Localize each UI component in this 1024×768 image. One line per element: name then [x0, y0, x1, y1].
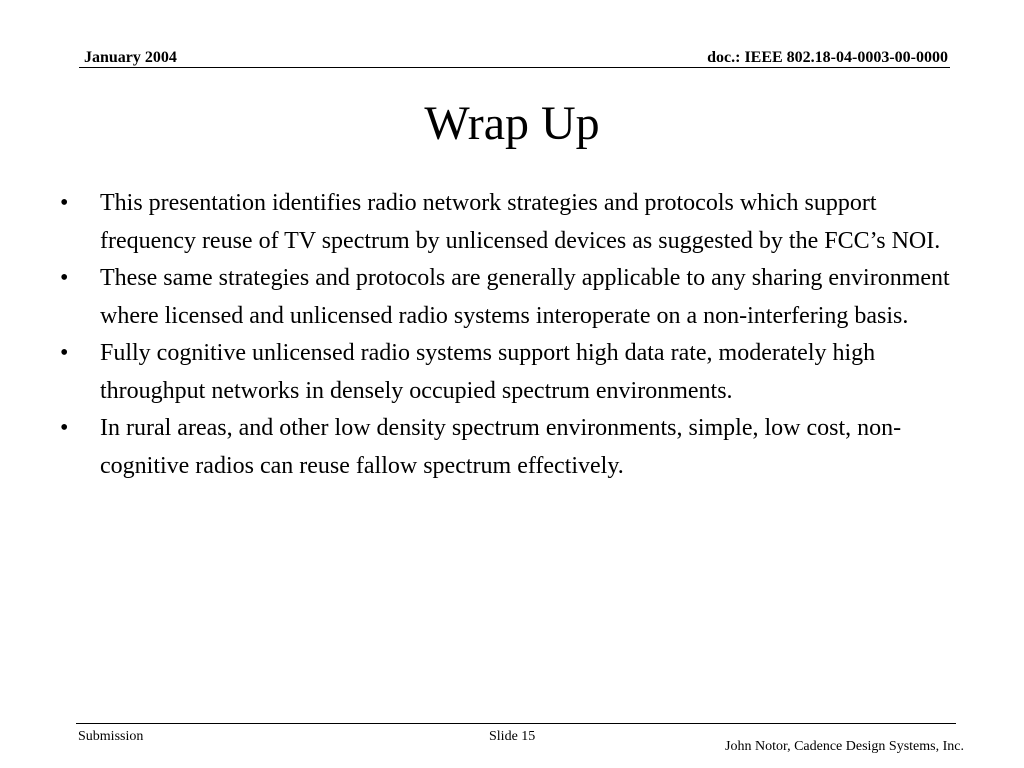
- bullet-item: [60, 335, 970, 410]
- bullet-list: [60, 185, 970, 485]
- footer-divider: [76, 723, 956, 724]
- bullet-marker: •: [60, 415, 69, 441]
- header-divider: [79, 67, 950, 68]
- bullet-item: [60, 185, 970, 260]
- bullet-marker: •: [60, 340, 69, 366]
- header-date: January 2004: [84, 49, 177, 66]
- footer-submission: Submission: [78, 729, 144, 744]
- footer-author: John Notor, Cadence Design Systems, Inc.: [725, 739, 964, 754]
- bullet-text: This presentation identifies radio network strategies and protocols which support frequency reuse of TV spectrum by unlicensed devices as suggested by the FCC’s NOI.: [100, 190, 941, 254]
- bullet-text: In rural areas, and other low density spectrum environments, simple, low cost, non-cognitive radios can reuse fallow spectrum effectively.: [100, 415, 902, 479]
- bullet-text: Fully cognitive unlicensed radio systems support high data rate, moderately high throughput networks in densely occupied spectrum environments.: [100, 340, 876, 404]
- bullet-marker: •: [60, 190, 69, 216]
- header-doc-id: doc.: IEEE 802.18-04-0003-00-0000: [707, 49, 948, 66]
- footer-slide-number: Slide 15: [489, 729, 536, 744]
- bullet-item: [60, 410, 970, 485]
- bullet-text: These same strategies and protocols are generally applicable to any sharing environment where licensed and unlicensed radio systems interoperate on a non-interfering basis.: [100, 265, 950, 329]
- bullet-item: [60, 260, 970, 335]
- bullet-marker: •: [60, 265, 69, 291]
- slide-title: Wrap Up: [424, 97, 600, 150]
